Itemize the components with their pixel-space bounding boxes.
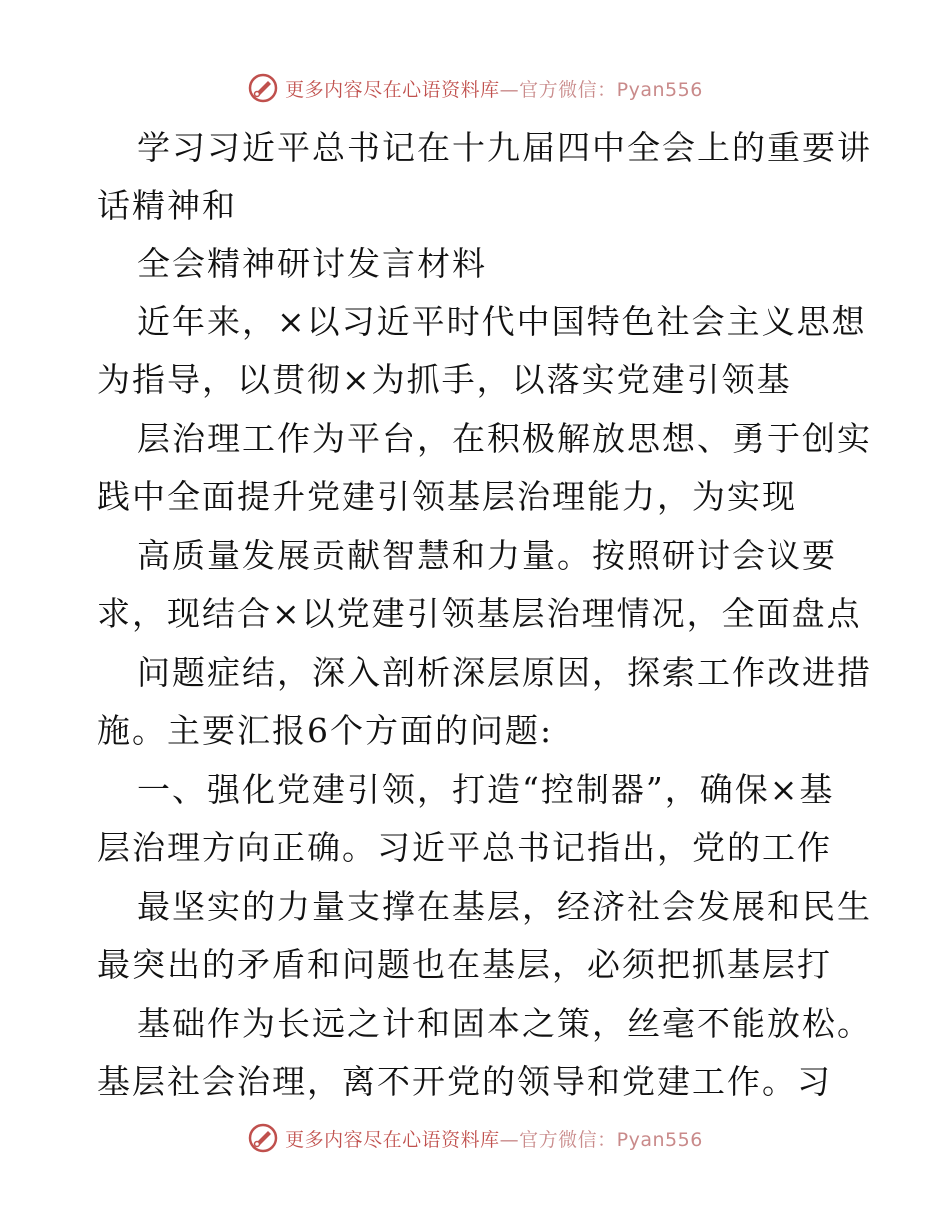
- paragraph-line: 为指导，以贯彻×为抓手，以落实党建引领基: [97, 360, 792, 399]
- title-line-2: 话精神和: [97, 186, 237, 225]
- paragraph-line: 层治理方向正确。习近平总书记指出，党的工作: [97, 828, 832, 867]
- watermark-text: [285, 75, 703, 102]
- brand-logo-icon: [247, 72, 279, 104]
- paragraph-line: 层治理工作为平台，在积极解放思想、勇于创实: [137, 419, 872, 458]
- paragraph-line: 高质量发展贡献智慧和力量。按照研讨会议要: [137, 536, 837, 575]
- paragraph-line: 践中全面提升党建引领基层治理能力，为实现: [97, 477, 797, 516]
- paragraph-line: 最突出的矛盾和问题也在基层，必须把抓基层打: [97, 945, 832, 984]
- title-line-3: 全会精神研讨发言材料: [137, 244, 487, 283]
- paragraph-line: 一、强化党建引领，打造“控制器”，确保×基: [137, 770, 835, 809]
- watermark-text: [285, 1125, 703, 1152]
- watermark-contact: —官方微信：Pyan556: [499, 78, 703, 101]
- watermark-contact: —官方微信：Pyan556: [499, 1128, 703, 1151]
- paragraph-line: 求，现结合×以党建引领基层治理情况，全面盘点: [97, 594, 862, 633]
- paragraph-line: 最坚实的力量支撑在基层，经济社会发展和民生: [137, 887, 872, 926]
- watermark-brand: 更多内容尽在心语资料库: [285, 1128, 500, 1151]
- paragraph-line: 施。主要汇报6个方面的问题:: [97, 711, 554, 750]
- watermark-footer: [0, 1122, 950, 1154]
- title-line-1: 学习习近平总书记在十九届四中全会上的重要讲: [137, 128, 872, 167]
- paragraph-line: 问题症结，深入剖析深层原因，探索工作改进措: [137, 653, 872, 692]
- brand-logo-icon: [247, 1122, 279, 1154]
- paragraph-line: 基层社会治理，离不开党的领导和党建工作。习: [97, 1062, 832, 1101]
- paragraph-line: 近年来，×以习近平时代中国特色社会主义思想: [137, 302, 867, 341]
- watermark-brand: 更多内容尽在心语资料库: [285, 78, 500, 101]
- watermark-header: [0, 72, 950, 104]
- paragraph-line: 基础作为长远之计和固本之策，丝毫不能放松。: [137, 1004, 872, 1043]
